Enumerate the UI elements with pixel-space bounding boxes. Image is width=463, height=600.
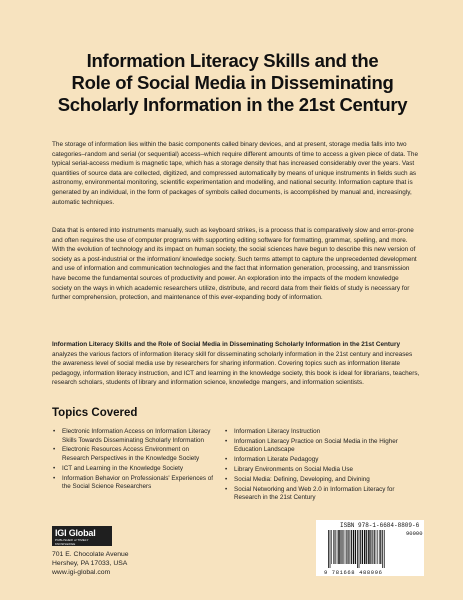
barcode-bar <box>353 530 355 564</box>
topic-item: • Information Literacy Practice on Social Media in the Higher Education Landscape <box>224 438 399 455</box>
barcode-icon <box>326 530 404 568</box>
barcode-bar <box>351 530 352 564</box>
barcode-bar <box>359 530 360 568</box>
topic-item: • Information Literate Pedagogy <box>224 456 399 465</box>
barcode-bar <box>333 530 334 564</box>
topic-item: • Information Literacy Instruction <box>224 428 399 437</box>
topics-list-right <box>224 428 399 504</box>
title-line-3: Scholarly Information in the 21st Century <box>57 94 408 115</box>
barcode-bar <box>382 530 383 568</box>
barcode-bar <box>331 530 332 564</box>
topic-item: • Electronic Resources Access Environment on Research Perspectives in the Knowledge Society <box>52 446 217 463</box>
barcode-bar <box>346 530 347 564</box>
barcode-bar <box>368 530 370 564</box>
barcode-bar <box>370 530 371 564</box>
barcode-bar <box>337 530 338 564</box>
logo-subtext: PUBLISHER of TIMELY KNOWLEDGE <box>55 538 89 546</box>
barcode-bar <box>328 530 329 568</box>
address-line-1: 701 E. Chocolate Avenue <box>52 551 129 558</box>
barcode-bar <box>357 530 358 568</box>
isbn-barcode-block <box>316 520 424 576</box>
description-paragraph-3 <box>52 340 420 388</box>
barcode-bar <box>340 530 341 564</box>
barcode-bar <box>384 530 385 568</box>
description-paragraph-2: Data that is entered into instruments manually, such as keyboard strikes, is a process that is comparatively slow and error-prone and often requires the use of computer programs with supporting editing software for formatting, grammar, spelling, and more. With the evolution of technology and its impact on human society, the social sciences have begun to describe this new version of society as a post-industrial or the information/ knowledge society. Such terms attempt to capture the unprecedented development and use of information and communication technologies and the fact that information generation, processing, and transmission have become the fundamental sources of productivity and power. An exploration into the impacts of the modern knowledge society on the ways in which academic researchers utilize, distribute, and record data from their fields of study is necessary for further comprehension, protection, and maintenance of this ever-expanding body of information. <box>52 227 417 302</box>
title-line-1: Information Literacy Skills and the <box>86 50 379 71</box>
topics-list-left <box>52 428 217 493</box>
barcode-bar <box>366 530 367 564</box>
barcode-bar <box>380 530 381 564</box>
price-code: 90000 <box>406 530 423 537</box>
barcode-bar <box>379 530 380 564</box>
topic-item: • Electronic Information Access on Information Literacy Skills Towards Disseminating Scholarly Information <box>52 428 217 445</box>
barcode-bar <box>362 530 363 564</box>
barcode-bar <box>335 530 336 564</box>
barcode-bar <box>360 530 361 564</box>
topic-item: • Library Environments on Social Media Use <box>224 466 399 475</box>
barcode-bar <box>342 530 343 564</box>
topics-heading: Topics Covered <box>52 407 138 419</box>
topic-item: • ICT and Learning in the Knowledge Society <box>52 465 217 474</box>
barcode-bar <box>372 530 373 564</box>
address-line-2: Hershey, PA 17033, USA <box>52 559 128 567</box>
barcode-bar <box>338 530 340 564</box>
paragraph-3-text: analyzes the various factors of information literacy skill for disseminating scholarly information in the 21st century and increases the awareness level of social media use by researchers for sharing information. Covering topics such as information literate pedagogy, information literacy instruction, and ICT and learning in the knowledge society, this book is ideal for librarians, teachers, research scholars, students of library and information science, knowledge mangers, and information scientists. <box>52 350 420 387</box>
logo-text: IGI Global <box>55 528 96 538</box>
title-line-2: Role of Social Media in Disseminating <box>71 72 394 93</box>
description-paragraph-1: The storage of information lies within the basic components called binary devices, and at present, storage media falls into two categories–random and serial (or sequential) access–which require different amounts of time to access a given piece of data. The typical serial-access medium is magnetic tape, which has a storage density that has increased considerably over the years. Vast quantities of source data are collected, digitized, and compressed automatically by means of unique instruments in fields such as astronomy, environmental monitoring, scientific experimentation and modelling, and national security. Information capture that is generated by an individual, in the form of packages of symbols called documents, is accomplished by manual and, increasingly, automatic techniques. <box>52 141 419 206</box>
topic-item: • Social Networking and Web 2.0 in Information Literacy for Research in the 21st Century <box>224 486 399 503</box>
publisher-website: www.igi-global.com <box>52 568 111 576</box>
barcode-bar <box>364 530 366 564</box>
barcode-bar <box>350 530 351 564</box>
barcode-number: 9 781668 488096 <box>324 569 383 576</box>
barcode-bar <box>330 530 331 568</box>
isbn-label: ISBN 978-1-6684-8809-6 <box>340 522 420 529</box>
barcode-bar <box>355 530 356 564</box>
barcode-bar <box>345 530 346 564</box>
publisher-address <box>52 551 129 577</box>
barcode-bar <box>374 530 375 564</box>
topic-item: • Information Behavior on Professionals' Experiences of the Social Science Researchers <box>52 475 217 492</box>
book-title-inline: Information Literacy Skills and the Role of Social Media in Disseminating Scholarly Information in the 21st Century <box>52 341 401 348</box>
publisher-logo <box>52 526 112 546</box>
barcode-bar <box>348 530 349 564</box>
book-title <box>40 50 425 116</box>
topic-item: • Social Media: Defining, Developing, and Divining <box>224 476 399 485</box>
barcode-bar <box>376 530 377 564</box>
barcode-bar <box>377 530 378 564</box>
